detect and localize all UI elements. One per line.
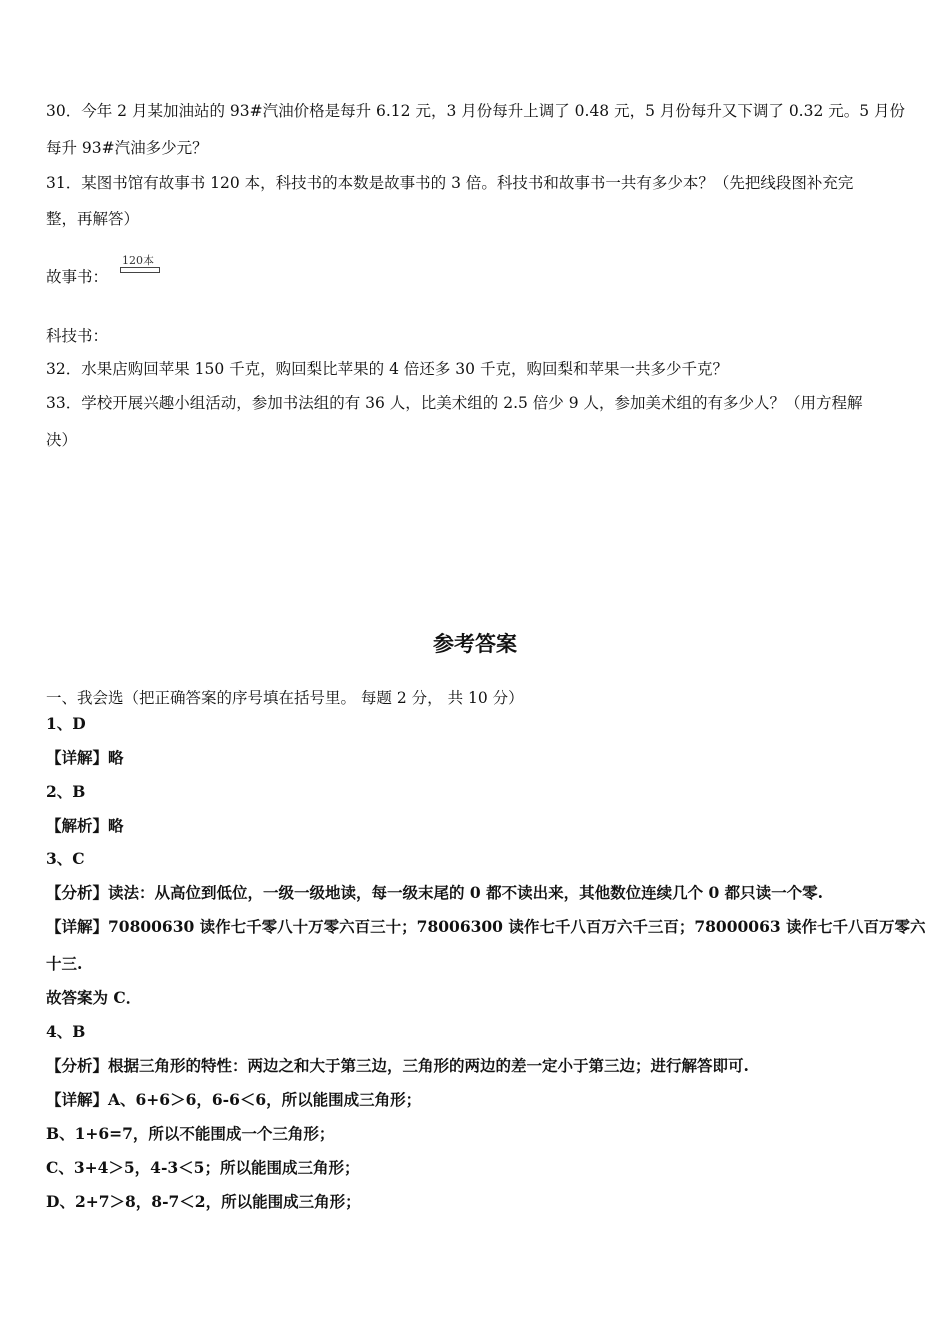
answer-3: 3、C [46,849,85,868]
q31-line-1: 31．某图书馆有故事书 120 本，科技书的本数是故事书的 3 倍。科技书和故事书一共有多少本？（先把线段图补充完 [46,174,854,192]
answer-1-detail: 【详解】略 [46,748,124,767]
answer-4-option-c: C、3+4＞5，4-3＜5；所以能围成三角形； [46,1158,360,1177]
answer-4: 4、B [46,1022,86,1041]
answer-3-analysis: 【分析】读法：从高位到低位，一级一级地读，每一级末尾的 0 都不读出来，其他数位连续几个 0 都只读一个零. [46,883,824,902]
answer-1: 1、D [46,714,86,733]
segment-diagram [120,252,162,276]
answer-2-analysis: 【解析】略 [46,816,124,835]
q33-line-2: 决） [46,431,78,449]
answer-4-analysis: 【分析】根据三角形的特性：两边之和大于第三边，三角形的两边的差一定小于第三边；进行解答即可. [46,1056,749,1075]
q31-line-2: 整，再解答） [46,210,140,228]
answer-3-conclusion: 故答案为 C． [46,988,142,1007]
section-1-heading: 一、我会选（把正确答案的序号填在括号里。 每题 2 分， 共 10 分） [46,689,524,707]
story-book-label: 故事书： [46,268,109,286]
answer-3-detail-line-2: 十三. [46,954,83,973]
q30-line-1: 30．今年 2 月某加油站的 93#汽油价格是每升 6.12 元，3 月份每升上调了 0.48 元，5 月份每升又下调了 0.32 元。5 月份 [46,102,906,120]
science-book-label: 科技书： [46,327,109,345]
q30-line-2: 每升 93#汽油多少元？ [46,139,208,157]
answer-4-option-d: D、2+7＞8，8-7＜2，所以能围成三角形； [46,1192,361,1211]
q32-line: 32．水果店购回苹果 150 千克，购回梨比苹果的 4 倍还多 30 千克，购回梨和苹果一共多少千克？ [46,360,728,378]
answers-title: 参考答案 [433,632,517,656]
answer-2: 2、B [46,782,86,801]
answer-4-detail-a: 【详解】A、6+6＞6，6-6＜6，所以能围成三角形； [46,1090,422,1109]
answer-3-detail-line-1: 【详解】70800630 读作七千零八十万零六百三十；78006300 读作七千八百万六千三百；78000063 读作七千八百万零六 [46,917,926,936]
answer-4-option-b: B、1+6=7，所以不能围成一个三角形； [46,1124,335,1143]
segment-bar [120,267,160,273]
segment-label: 120本 [122,254,154,267]
q33-line-1: 33．学校开展兴趣小组活动，参加书法组的有 36 人，比美术组的 2.5 倍少 9 人，参加美术组的有多少人？（用方程解 [46,394,863,412]
